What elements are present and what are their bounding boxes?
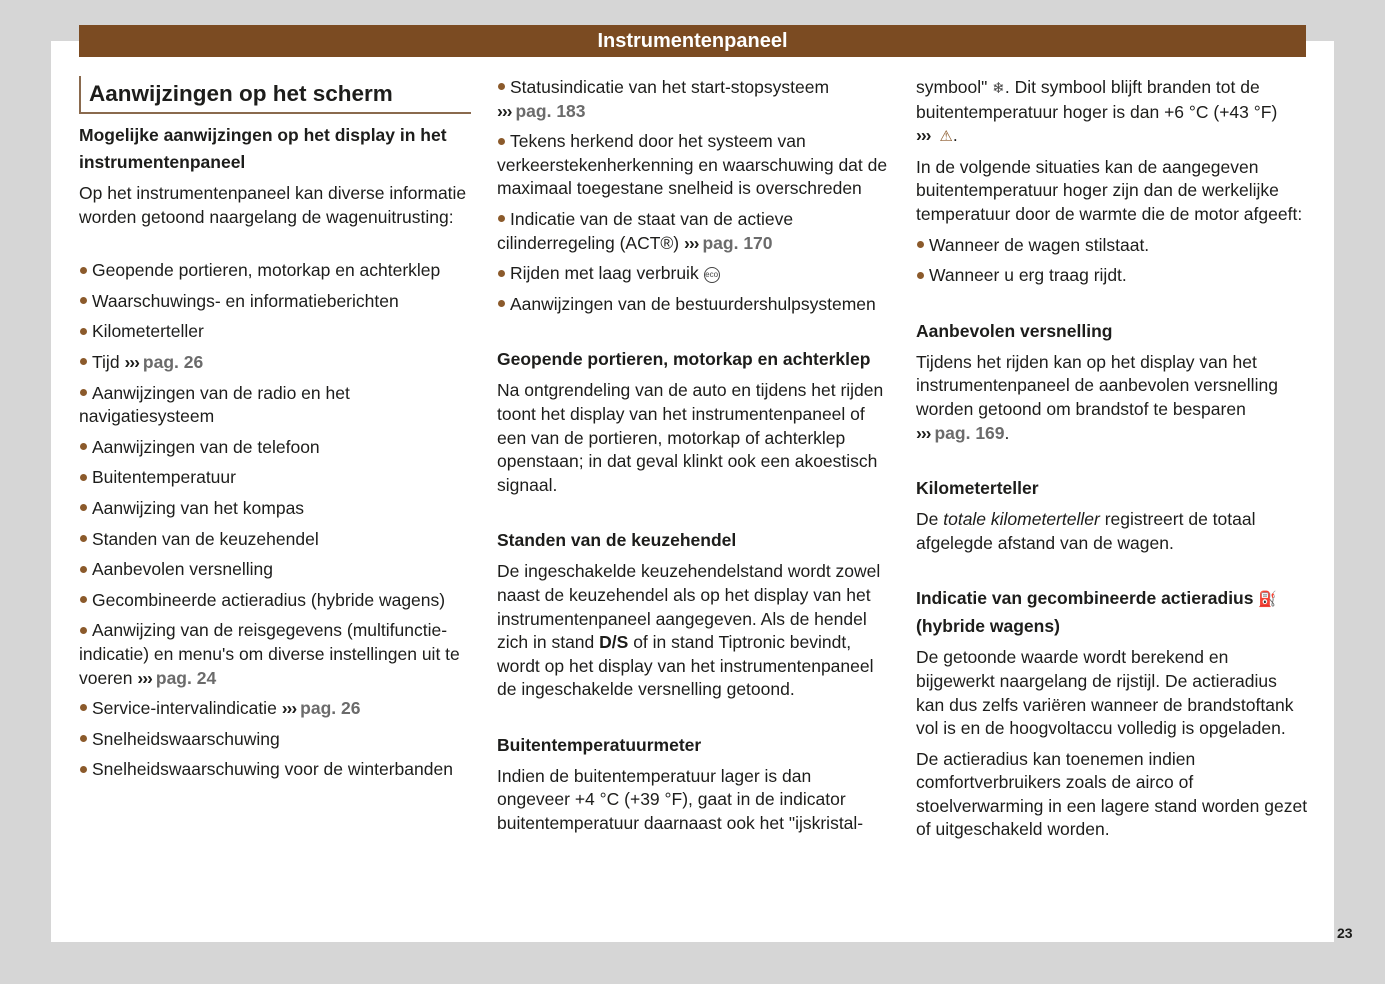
bullet-icon [80, 389, 87, 396]
temp-meter-paragraph: Indien de buitentemperatuur lager is dan ongeveer +4 °C (+39 °F), gaat in de indicator buitentemperatuur daarnaast ook het "ijskristal- [497, 765, 864, 834]
bullet-icon [498, 215, 505, 222]
list-item: Statusindicatie van het start-stopsysteem ››› pag. 183 [497, 77, 830, 121]
bullet-icon [80, 766, 87, 773]
bullet-icon [80, 596, 87, 603]
bullet-icon [80, 735, 87, 742]
subheading-selector: Standen van de keuzehendel [497, 530, 737, 551]
bullet-icon [80, 704, 87, 711]
bullet-icon [917, 241, 924, 248]
subheading-odometer: Kilometerteller [916, 478, 1039, 499]
column-3 [916, 76, 1308, 849]
arrows-icon: ››› [916, 422, 931, 443]
chapter-header: Instrumentenpaneel [79, 25, 1306, 57]
section-title: Aanwijzingen op het scherm [79, 76, 471, 114]
temp-situations-paragraph: In de volgende situaties kan de aangegeven buitentemperatuur hoger zijn dan de werkelijke temperatuur door de warmte die de motor afgeeft: [916, 156, 1303, 224]
bullet-icon [80, 443, 87, 450]
bullet-icon [498, 138, 505, 145]
bullet-icon [80, 627, 87, 634]
list-item: Snelheidswaarschuwing voor de winterbanden [79, 758, 471, 782]
page-reference-link[interactable]: pag. 183 [515, 100, 586, 121]
subheading-range: Indicatie van gecombineerde actieradius ⛽ (hybride wagens) [916, 588, 1278, 637]
arrows-icon: ››› [916, 125, 931, 146]
list-item: Buitentemperatuur [79, 466, 471, 490]
temp-continued-paragraph: symbool" ❄. Dit symbool blijft branden tot de buitentemperatuur hoger is dan +6 °C (+43 °F) ››› ⚠. [916, 77, 1278, 146]
list-item: Aanwijzing van de reisgegevens (multifunctie-indicatie) en menu's om diverse instellingen uit te voeren ››› pag. 24 [79, 620, 460, 688]
list-item: Kilometerteller [79, 320, 471, 344]
subheading-doors: Geopende portieren, motorkap en achterklep [497, 349, 871, 370]
gear-paragraph: Tijdens het rijden kan op het display van het instrumentenpaneel de aanbevolen versnelling worden getoond om brandstof te besparen ››› pag. 169. [916, 351, 1278, 443]
bullet-icon [498, 300, 505, 307]
list-item: Standen van de keuzehendel [79, 528, 471, 552]
intro-paragraph: Op het instrumentenpaneel kan diverse informatie worden getoond naargelang de wagenuitrusting: [79, 183, 467, 227]
list-item: Indicatie van de staat van de actieve cilinderregeling (ACT®) ››› pag. 170 [497, 208, 794, 253]
arrows-icon: ››› [684, 232, 699, 253]
list-item: Rijden met laag verbruik eco [497, 262, 889, 286]
list-item: Aanwijzingen van de telefoon [79, 436, 471, 460]
list-item: Aanwijzingen van de bestuurdershulpsystemen [497, 293, 889, 317]
list-item: Waarschuwings- en informatieberichten [79, 290, 471, 314]
list-item: Aanwijzing van het kompas [79, 497, 471, 521]
list-item: Aanbevolen versnelling [79, 558, 471, 582]
list-item: Geopende portieren, motorkap en achterklep [79, 259, 471, 283]
column-1 [79, 76, 471, 789]
list-item: Wanneer de wagen stilstaat. [916, 234, 1308, 258]
page-reference-link[interactable]: pag. 169 [934, 422, 1005, 443]
list-item: Gecombineerde actieradius (hybride wagens) [79, 589, 471, 613]
arrows-icon: ››› [137, 667, 152, 688]
bullet-icon [498, 83, 505, 90]
doors-paragraph: Na ontgrendeling van de auto en tijdens het rijden toont het display van het instrumentenpaneel of een van de portieren, motorkap of achterklep openstaan; in dat geval klinkt ook een akoestisch signaal. [497, 380, 884, 495]
eco-icon: eco [704, 267, 720, 283]
bullet-icon [80, 328, 87, 335]
arrows-icon: ››› [281, 698, 297, 719]
selector-paragraph: De ingeschakelde keuzehendelstand wordt zowel naast de keuzehendel als op het display van het instrumentenpaneel aangegeven. Als de hendel zich in stand D/S of in stand Tiptronic bevindt, wordt op het display van het instrumentenpaneel de ingeschakelde versnelling getoond. [497, 561, 881, 700]
bullet-icon [498, 270, 505, 277]
page-number: 23 [1337, 925, 1353, 941]
display-items-list [79, 259, 471, 782]
range-paragraph-2: De actieradius kan toenemen indien comfortverbruikers zoals de airco of stoelverwarming in een lagere stand worden gezet of uitgeschakeld worden. [916, 748, 1308, 840]
bullet-icon [80, 566, 87, 573]
list-item: Snelheidswaarschuwing [79, 728, 471, 752]
arrows-icon: ››› [497, 100, 512, 121]
list-item: Wanneer u erg traag rijdt. [916, 264, 1308, 288]
bullet-icon [917, 272, 924, 279]
list-item: Service-intervalindicatie ››› pag. 26 [79, 697, 471, 721]
column-2 [497, 76, 889, 843]
warning-icon[interactable]: ⚠ [939, 128, 953, 146]
bullet-icon [80, 267, 87, 274]
subheading-gear: Aanbevolen versnelling [916, 320, 1113, 341]
snowflake-icon: ❄ [992, 80, 1005, 97]
page-reference-link[interactable]: pag. 26 [300, 698, 361, 719]
bullet-icon [80, 474, 87, 481]
fuel-electric-range-icon: ⛽ [1258, 591, 1278, 609]
bullet-icon [80, 504, 87, 511]
list-item: Aanwijzingen van de radio en het navigatiesysteem [79, 382, 350, 427]
bullet-icon [80, 358, 87, 365]
odometer-paragraph: De totale kilometerteller registreert de totaal afgelegde afstand van de wagen. [916, 509, 1256, 553]
list-item: Tekens herkend door het systeem van verkeerstekenherkenning en waarschuwing dat de maximaal toegestane snelheid is overschreden [497, 131, 888, 199]
display-items-list-continued [497, 76, 889, 316]
page-reference-link[interactable]: pag. 24 [155, 667, 217, 688]
page-reference-link[interactable]: pag. 26 [142, 351, 204, 372]
list-item: Tijd ››› pag. 26 [79, 351, 471, 375]
arrows-icon: ››› [124, 351, 139, 372]
subheading-temp-meter: Buitentemperatuurmeter [497, 734, 702, 755]
bullet-icon [80, 535, 87, 542]
page-reference-link[interactable]: pag. 170 [702, 232, 773, 253]
bullet-icon [80, 297, 87, 304]
subheading: Mogelijke aanwijzingen op het display in het instrumentenpaneel [79, 125, 447, 172]
range-paragraph-1: De getoonde waarde wordt berekend en bijgewerkt naargelang de rijstijl. De actieradius kan dus zelfs variëren wanneer de brandstoftank vol is en de hoogvoltaccu volledig is opgeladen. [916, 647, 1294, 739]
